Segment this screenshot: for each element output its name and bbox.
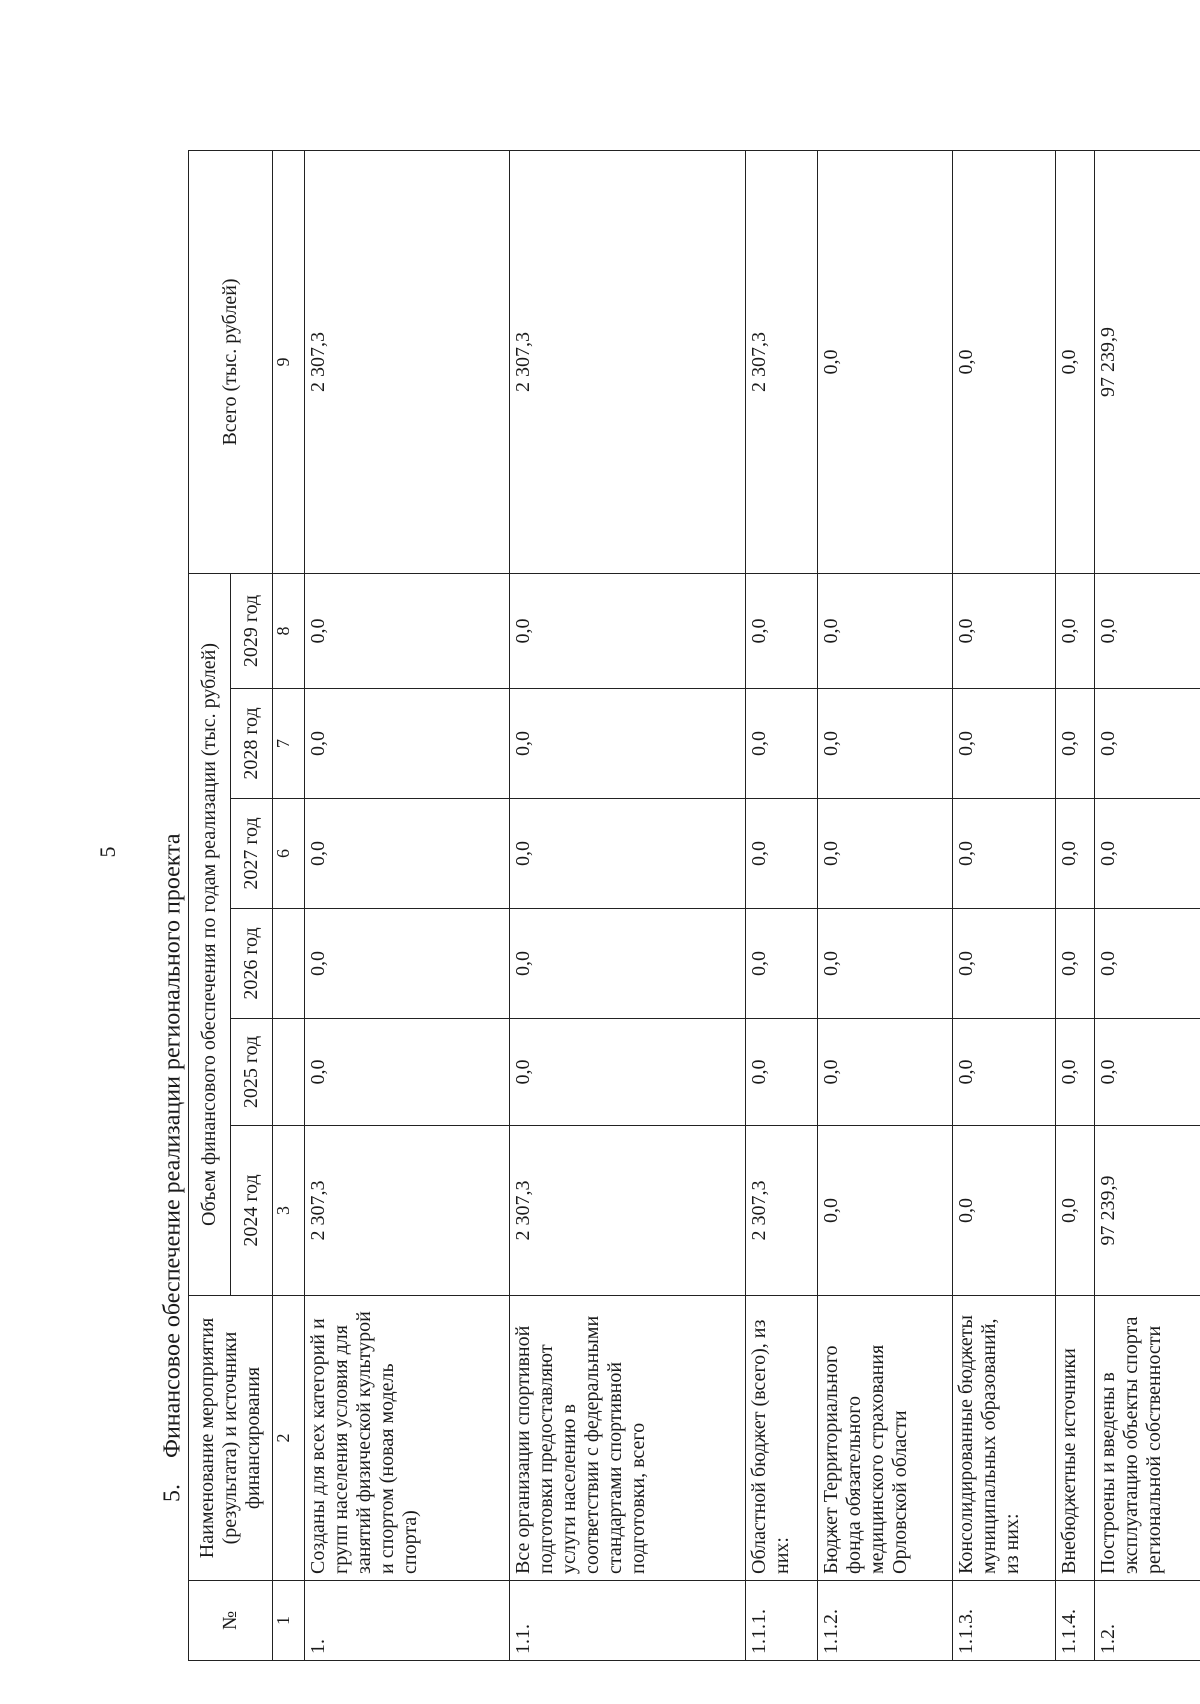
header-year: 2027 год [231,799,273,909]
header-num: № [189,1581,273,1661]
table-row [304,150,509,1660]
row-value: 0,0 [1055,1126,1094,1296]
column-number: 1 [273,1581,305,1661]
row-num: 1.1.4. [1055,1581,1094,1661]
header-total: Всего (тыс. рублей) [189,150,273,573]
row-value: 0,0 [304,1019,509,1126]
row-value: 0,0 [818,909,953,1019]
header-year: 2025 год [231,1019,273,1126]
row-total: 0,0 [1055,150,1094,573]
table-row [1094,150,1200,1660]
row-value: 0,0 [1094,909,1200,1019]
row-value: 2 307,3 [746,1126,818,1296]
row-value: 0,0 [510,689,746,799]
row-value: 0,0 [818,1126,953,1296]
row-value: 0,0 [510,573,746,688]
row-name: Все организации спортивной подготовки предоставляют услуги населению в соответствии с федеральными стандартами спортивной подготовки, всего [510,1296,746,1581]
row-value: 0,0 [1055,909,1094,1019]
page-number: 5 [95,846,120,858]
row-num: 1.2. [1094,1581,1200,1661]
row-name: Бюджет Территориального фонда обязательного медицинского страхования Орловской области [818,1296,953,1581]
row-value: 0,0 [953,909,1056,1019]
row-value: 0,0 [746,799,818,909]
row-num: 1.1. [510,1581,746,1661]
row-value: 0,0 [1094,573,1200,688]
row-value: 0,0 [510,799,746,909]
row-value: 2 307,3 [304,1126,509,1296]
row-value: 0,0 [1094,1019,1200,1126]
header-year: 2028 год [231,689,273,799]
row-value: 0,0 [1094,689,1200,799]
table-row [1055,150,1094,1660]
column-number-row [273,150,305,1660]
row-value: 0,0 [953,1019,1056,1126]
row-value: 0,0 [818,799,953,909]
row-value: 2 307,3 [510,1126,746,1296]
row-value: 0,0 [818,1019,953,1126]
header-name: Наименование мероприятия (результата) и источники финансирования [189,1296,273,1581]
row-value: 0,0 [304,909,509,1019]
row-value: 0,0 [304,573,509,688]
row-value: 0,0 [953,689,1056,799]
row-value: 0,0 [510,909,746,1019]
header-volume-group: Объем финансового обеспечения по годам реализации (тыс. рублей) [189,573,231,1295]
column-number: 6 [273,799,305,909]
row-value: 0,0 [1094,799,1200,909]
row-value: 0,0 [1055,689,1094,799]
row-value: 0,0 [510,1019,746,1126]
row-value: 0,0 [746,1019,818,1126]
row-total: 97 239,9 [1094,150,1200,573]
column-number [273,1019,305,1126]
header-year: 2024 год [231,1126,273,1296]
row-value: 0,0 [1055,799,1094,909]
row-value: 0,0 [953,799,1056,909]
row-name: Построены и введены в эксплуатацию объекты спорта региональной собственности [1094,1296,1200,1581]
row-value: 0,0 [746,573,818,688]
row-total: 2 307,3 [746,150,818,573]
row-name: Областной бюджет (всего), из них: [746,1296,818,1581]
row-name: Консолидированные бюджеты муниципальных образований, из них: [953,1296,1056,1581]
row-total: 2 307,3 [304,150,509,573]
row-value: 0,0 [818,573,953,688]
row-value: 0,0 [746,909,818,1019]
row-total: 2 307,3 [510,150,746,573]
header-year: 2029 год [231,573,273,688]
table-row [746,150,818,1660]
header-year: 2026 год [231,909,273,1019]
financing-table [188,150,1200,1661]
column-number: 2 [273,1296,305,1581]
row-num: 1.1.3. [953,1581,1056,1661]
row-value: 97 239,9 [1094,1126,1200,1296]
row-total: 0,0 [818,150,953,573]
financing-table-container [188,151,1200,1661]
column-number: 9 [273,150,305,573]
table-row [818,150,953,1660]
column-number: 3 [273,1126,305,1296]
column-number: 8 [273,573,305,688]
section-title-text: Финансовое обеспечение реализации регионального проекта [159,833,186,1458]
row-value: 0,0 [304,799,509,909]
section-title [160,202,187,1502]
row-name: Созданы для всех категорий и групп населения условия для занятий физической культурой и спортом (новая модель спорта) [304,1296,509,1581]
row-value: 0,0 [818,689,953,799]
column-number [273,909,305,1019]
table-row [953,150,1056,1660]
table-row [510,150,746,1660]
row-value: 0,0 [953,1126,1056,1296]
row-value: 0,0 [953,573,1056,688]
row-num: 1. [304,1581,509,1661]
row-num: 1.1.2. [818,1581,953,1661]
row-value: 0,0 [1055,1019,1094,1126]
row-value: 0,0 [304,689,509,799]
row-value: 0,0 [1055,573,1094,688]
row-value: 0,0 [746,689,818,799]
section-number: 5. [159,1484,186,1502]
row-name: Внебюджетные источники [1055,1296,1094,1581]
row-num: 1.1.1. [746,1581,818,1661]
row-total: 0,0 [953,150,1056,573]
column-number: 7 [273,689,305,799]
